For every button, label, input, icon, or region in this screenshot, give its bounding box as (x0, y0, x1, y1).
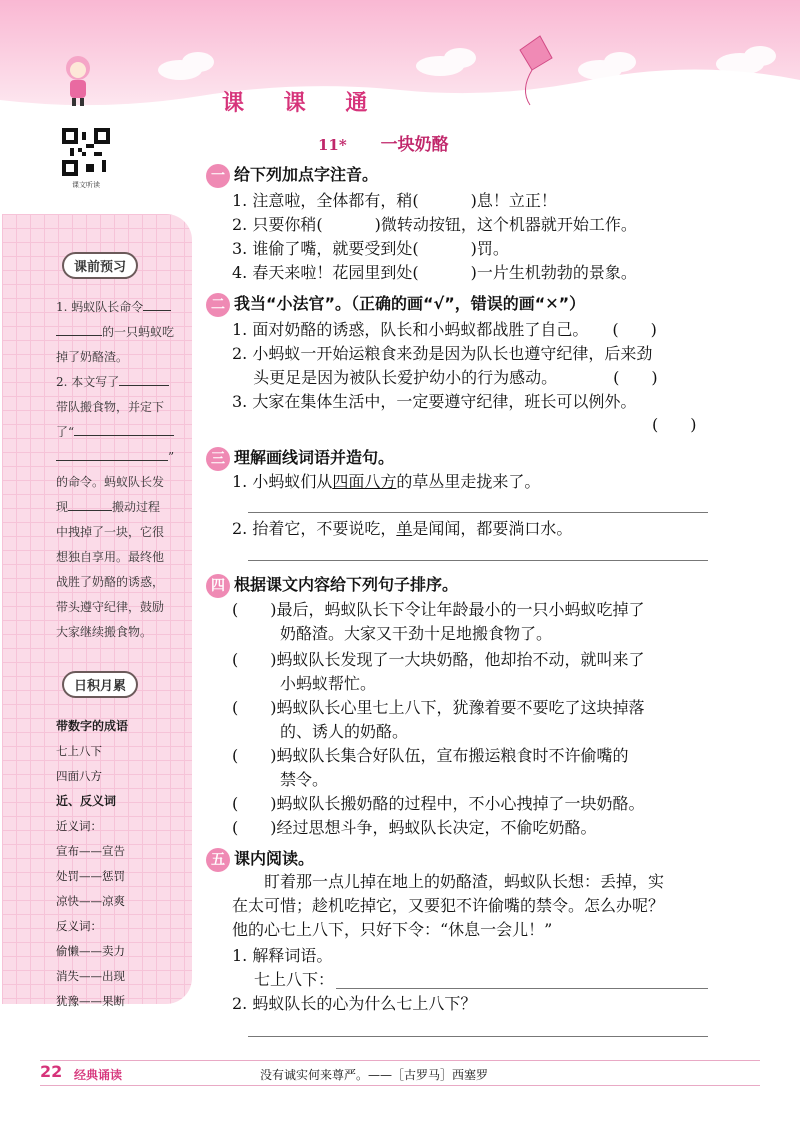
order-item[interactable]: ( )经过思想斗争，蚂蚁队长决定，不偷吃奶酪。 (232, 818, 597, 837)
s1-question: 2. 只要你稍( )微转动按钮，这个机器就开始工作。 (232, 215, 637, 234)
section-badge: 四 (206, 574, 230, 598)
preview-line: 现 搬动过程 (56, 495, 180, 520)
s2-statement: 2. 小蚂蚁一开始运粮食来劲是因为队长也遵守纪律，后来劲 (232, 344, 653, 363)
section-2-heading: 二 我当“小法官”。（正确的画“√”，错误的画“✕”） (206, 291, 585, 317)
section-4-heading: 四 根据课文内容给下列句子排序。 (206, 572, 458, 598)
preview-tag: 课前预习 (62, 252, 138, 279)
preview-line: 掉了奶酪渣。 (56, 350, 129, 364)
synonym-item: 宣布——宣告 (56, 844, 125, 858)
synonym-heading: 近义词： (56, 819, 102, 833)
preview-line: 大家继续搬食物。 (56, 625, 153, 639)
s1-question: 1. 注意啦，全体都有，稍( )息！立正！ (232, 191, 557, 210)
preview-line: 了“ (56, 420, 180, 445)
idiom-heading: 带数字的成语 (56, 719, 129, 733)
synonym-item: 凉快——凉爽 (56, 894, 125, 908)
s2-statement: 3. 大家在集体生活中，一定要遵守纪律，班长可以例外。 (232, 392, 637, 411)
order-item[interactable]: ( )蚂蚁队长搬奶酪的过程中，不小心拽掉了一块奶酪。 (232, 794, 645, 813)
brand-title: 课 课 通 (222, 91, 384, 116)
preview-line: 的一只蚂蚁吃 (56, 320, 180, 345)
sidebar-content (56, 234, 180, 1014)
preview-line: 带头遵守纪律，鼓励 (56, 600, 165, 614)
preview-line: 2. 本文写了 (56, 370, 180, 395)
section-badge: 三 (206, 447, 230, 471)
qr-label: 课文听读 (72, 181, 100, 189)
order-item[interactable]: ( )最后，蚂蚁队长下令让年龄最小的一只小蚂蚁吃掉了 (232, 600, 645, 619)
preview-line: 想独自享用。最终他 (56, 550, 165, 564)
answer-line[interactable] (248, 560, 708, 561)
passage-line: 盯着那一点儿掉在地上的奶酪渣，蚂蚁队长想：丢掉，实 (232, 872, 665, 891)
fill-blank[interactable] (68, 496, 112, 511)
preview-line: ” (56, 445, 180, 470)
order-item[interactable]: ( )蚂蚁队长心里七上八下，犹豫着要不要吃了这块掉落 (232, 698, 645, 717)
synonym-item: 处罚——惩罚 (56, 869, 125, 883)
passage-line: 在太可惜；趁机吃掉它，又要犯不许偷嘴的禁令。怎么办呢？ (232, 896, 665, 915)
section-5-heading: 五 课内阅读。 (206, 846, 314, 872)
page-number: 22 (40, 1062, 63, 1081)
lesson-number: 11* (318, 136, 347, 154)
s2-statement: 1. 面对奶酪的诱惑，队长和小蚂蚁都战胜了自己。 ( ) (232, 320, 657, 339)
answer-line[interactable] (248, 512, 708, 513)
antonym-heading: 反义词： (56, 919, 102, 933)
footer-label: 经典诵读 (74, 1068, 123, 1082)
passage-line: 他的心七上八下，只好下令：“休息一会儿！” (232, 920, 553, 939)
idiom-item: 四面八方 (56, 769, 102, 783)
order-item[interactable]: ( )蚂蚁队长集合好队伍，宣布搬运粮食时不许偷嘴的 (232, 746, 629, 765)
answer-line[interactable] (248, 1036, 708, 1037)
judge-blank[interactable]: ( ) (652, 415, 697, 434)
preview-list (56, 295, 180, 645)
lesson-title-text: 一块奶酪 (380, 135, 449, 155)
s1-question: 3. 谁偷了嘴，就要受到处( )罚。 (232, 239, 509, 258)
preview-line: 中拽掉了一块，它很 (56, 525, 165, 539)
qr-code-icon[interactable] (62, 128, 110, 176)
s5-question-2: 2. 蚂蚁队长的心为什么七上八下？ (232, 994, 477, 1013)
fill-blank[interactable] (143, 296, 171, 311)
syn-ant-heading: 近、反义词 (56, 794, 117, 808)
fill-blank[interactable] (56, 321, 102, 336)
preview-line: 1. 蚂蚁队长命令 (56, 295, 180, 320)
fill-blank[interactable] (119, 371, 169, 386)
preview-line: 战胜了奶酪的诱惑， (56, 575, 165, 589)
s2-statement: 头更足是因为被队长爱护幼小的行为感动。 ( ) (232, 368, 658, 387)
order-item-cont: 禁令。 (232, 770, 329, 789)
section-badge: 五 (206, 848, 230, 872)
footer-quote: 没有诚实何来尊严。——［古罗马］西塞罗 (260, 1068, 489, 1082)
header-banner (0, 0, 800, 118)
accumulate-tag: 日积月累 (62, 671, 138, 698)
antonym-item: 犹豫——果断 (56, 994, 125, 1008)
s3-question-1: 1. 小蚂蚁们从四面八方的草丛里走拢来了。 (232, 472, 541, 491)
section-1-heading: 一 给下列加点字注音。 (206, 162, 378, 188)
antonym-item: 消失——出现 (56, 969, 125, 983)
fill-blank[interactable] (74, 421, 174, 436)
order-item[interactable]: ( )蚂蚁队长发现了一大块奶酪，他却抬不动，就叫来了 (232, 650, 645, 669)
order-item-cont: 的、诱人的奶酪。 (232, 722, 409, 741)
section-badge: 二 (206, 293, 230, 317)
section-badge: 一 (206, 164, 230, 188)
order-item-cont: 小蚂蚁帮忙。 (232, 674, 377, 693)
idiom-item: 七上八下 (56, 744, 102, 758)
s1-question: 4. 春天来啦！花园里到处( )一片生机勃勃的景象。 (232, 263, 637, 282)
fill-blank[interactable] (56, 446, 168, 461)
lesson-title (318, 130, 449, 155)
preview-line: 的命令。蚂蚁队长发 (56, 475, 165, 489)
s5-question-1: 1. 解释词语。 (232, 946, 333, 965)
section-3-heading: 三 理解画线词语并造句。 (206, 445, 394, 471)
antonym-item: 偷懒——卖力 (56, 944, 125, 958)
order-item-cont: 奶酪渣。大家又干劲十足地搬食物了。 (232, 624, 553, 643)
term-label: 七上八下： (254, 970, 335, 989)
preview-line: 带队搬食物，并定下 (56, 400, 165, 414)
s3-question-2: 2. 抬着它，不要说吃，单是闻闻，都要淌口水。 (232, 519, 573, 538)
answer-line[interactable] (336, 988, 708, 989)
